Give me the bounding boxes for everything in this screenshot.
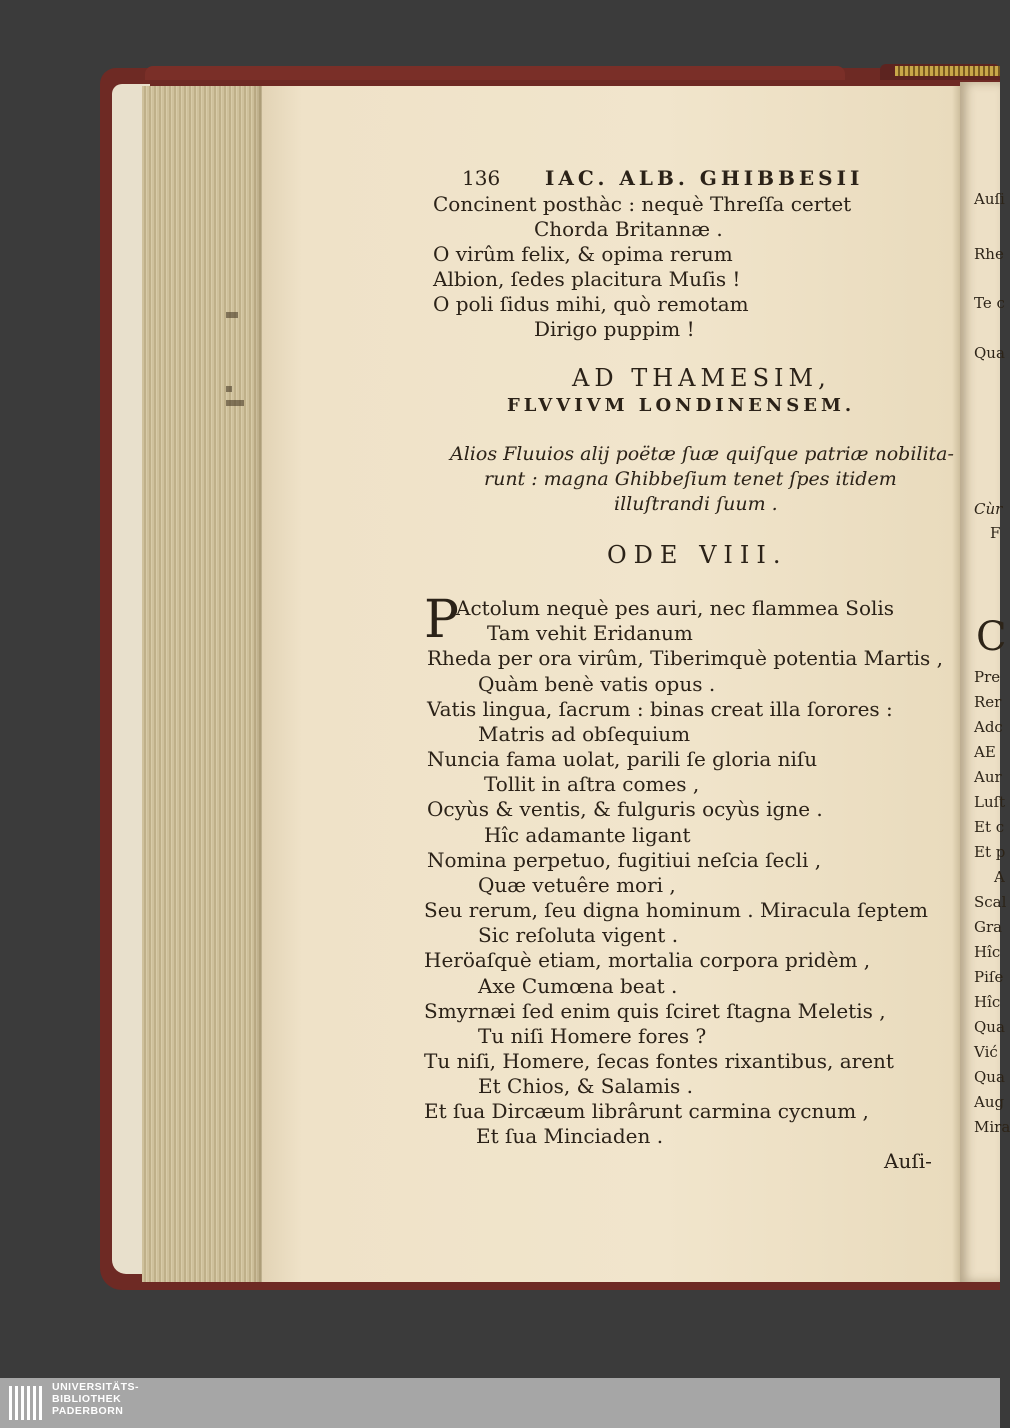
facing-line: Hîc bbox=[974, 993, 1001, 1011]
facing-line: Scal bbox=[974, 893, 1007, 911]
facing-line: Qua bbox=[974, 1068, 1005, 1086]
facing-line: Hîc bbox=[974, 943, 1001, 961]
verse-line: Quàm benè vatis opus . bbox=[478, 672, 716, 696]
verse-line: Ocyùs & ventis, & fulguris ocyùs igne . bbox=[427, 797, 823, 821]
verse-line: Nomina perpetuo, fugitiui neſcia ſecli , bbox=[427, 848, 822, 872]
verse-line: Et Chios, & Salamis . bbox=[478, 1074, 694, 1098]
verse-line: Albion, ſedes placitura Muſis ! bbox=[433, 267, 741, 291]
verse-line: Seu rerum, ſeu digna hominum . Miracula ſeptem bbox=[424, 898, 929, 922]
facing-line: Cùr bbox=[974, 500, 1003, 518]
facing-line: Rer bbox=[974, 693, 1002, 711]
library-name-line: PADERBORN bbox=[52, 1405, 124, 1417]
ode-heading: ODE VIII. bbox=[607, 541, 788, 569]
verse-line: Heröaſquè etiam, mortalia corpora pridèm , bbox=[424, 948, 871, 972]
verse-line: Quæ vetuêre mori , bbox=[478, 873, 676, 897]
library-footer bbox=[0, 1378, 1000, 1428]
argument-line: runt : magna Ghibbeſium tenet ſpes itidem bbox=[484, 468, 897, 490]
verse-line: Et ſua Minciaden . bbox=[476, 1124, 664, 1148]
verse-line: Tollit in aſtra comes , bbox=[484, 772, 700, 796]
verse-line: Tu niſi Homere fores ? bbox=[478, 1024, 707, 1048]
facing-drop-cap: C bbox=[976, 614, 1007, 660]
verse-line: Et ſua Dircæum librârunt carmina cycnum , bbox=[424, 1099, 869, 1123]
facing-line: Mira bbox=[974, 1118, 1010, 1136]
verse-line: Rheda per ora virûm, Tiberimquè potentia Martis , bbox=[427, 646, 943, 670]
facing-line: Te c bbox=[974, 294, 1005, 312]
facing-line: Rhe bbox=[974, 245, 1004, 263]
library-name-line: BIBLIOTHEK bbox=[52, 1393, 122, 1405]
verse-line: O virûm felix, & opima rerum bbox=[433, 242, 733, 266]
facing-line: Qua bbox=[974, 1018, 1005, 1036]
verse-line: Dirigo puppim ! bbox=[534, 317, 695, 341]
facing-line: Qua bbox=[974, 344, 1005, 362]
facing-line: Et p bbox=[974, 843, 1006, 861]
verse-line: Axe Cumœna beat . bbox=[478, 974, 678, 998]
ink-mark bbox=[226, 386, 232, 392]
argument-line: Alios Fluuios alij poëtæ ſuæ quiſque patriæ nobilita- bbox=[450, 443, 954, 465]
running-head: IAC. ALB. GHIBBESII bbox=[545, 166, 864, 190]
library-logo-icon bbox=[8, 1384, 48, 1424]
facing-line: AE bbox=[974, 743, 996, 761]
catchword: Auſi- bbox=[884, 1149, 932, 1173]
gilt-decoration bbox=[895, 66, 1000, 76]
verse-line: O poli ſidus mihi, quò remotam bbox=[433, 292, 749, 316]
facing-line: Adc bbox=[974, 718, 1003, 736]
verse-line: Hîc adamante ligant bbox=[484, 823, 691, 847]
verse-line: Sic reſoluta vigent . bbox=[478, 923, 679, 947]
facing-line: F bbox=[990, 524, 1001, 542]
facing-line: Pre bbox=[974, 668, 1001, 686]
page-edges bbox=[142, 86, 264, 1282]
facing-line: A bbox=[994, 868, 1005, 886]
poem-subtitle: FLVVIVM LONDINENSEM. bbox=[507, 395, 856, 416]
ink-mark bbox=[226, 400, 244, 406]
verse-line: Smyrnæi ſed enim quis ſciret ſtagna Meletis , bbox=[424, 999, 886, 1023]
drop-cap: P bbox=[424, 590, 459, 650]
verse-line: Tam vehit Eridanum bbox=[487, 621, 693, 645]
facing-line: Piſe bbox=[974, 968, 1004, 986]
facing-page bbox=[960, 82, 1010, 1282]
page-number: 136 bbox=[462, 166, 501, 190]
verse-line: Matris ad obſequium bbox=[478, 722, 691, 746]
library-name bbox=[52, 1381, 139, 1417]
verse-line: Concinent posthàc : nequè Threſſa certet bbox=[433, 192, 852, 216]
facing-line: Luſt bbox=[974, 793, 1006, 811]
facing-line: Gra bbox=[974, 918, 1003, 936]
verse-line: Actolum nequè pes auri, nec flammea Solis bbox=[456, 596, 895, 620]
book-page bbox=[262, 86, 962, 1282]
library-name-line: UNIVERSITÄTS- bbox=[52, 1381, 140, 1393]
argument-line: illuſtrandi ſuum . bbox=[614, 493, 778, 515]
facing-line: Vić bbox=[974, 1043, 998, 1061]
facing-line: Aug bbox=[974, 1093, 1005, 1111]
facing-line: Et c bbox=[974, 818, 1005, 836]
verse-line: Vatis lingua, ſacrum : binas creat illa ſorores : bbox=[427, 697, 893, 721]
facing-line: Auſi bbox=[974, 190, 1005, 208]
cover-top-edge bbox=[145, 66, 845, 80]
poem-title: AD THAMESIM, bbox=[572, 364, 831, 392]
verse-line: Chorda Britannæ . bbox=[534, 217, 723, 241]
ink-mark bbox=[226, 312, 238, 318]
verse-line: Tu niſi, Homere, ſecas fontes rixantibus, arent bbox=[424, 1049, 894, 1073]
verse-line: Nuncia fama uolat, parili ſe gloria niſu bbox=[427, 747, 818, 771]
facing-line: Aur bbox=[974, 768, 1002, 786]
